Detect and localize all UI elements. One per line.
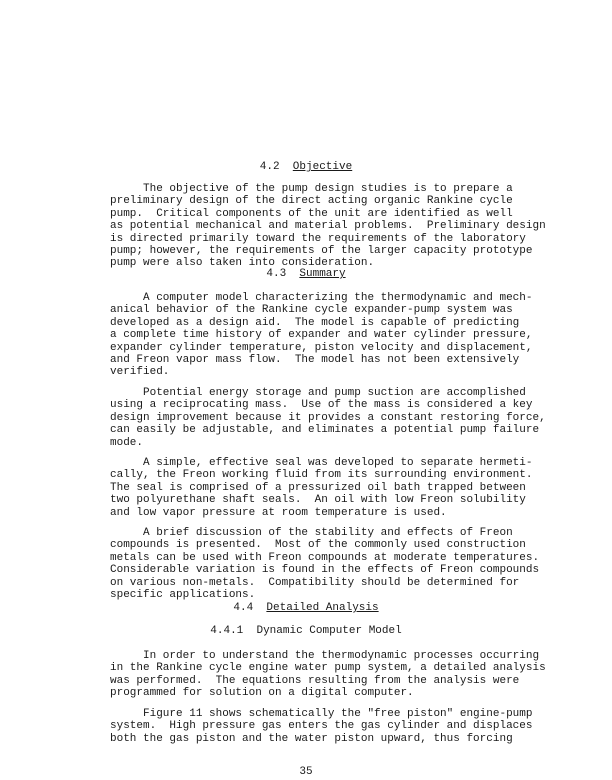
text-line: mode.: [110, 436, 144, 449]
text-line: design improvement because it provides a constant restoring force,: [110, 411, 546, 424]
text-line: A computer model characterizing the thermodynamic and mech-: [110, 292, 533, 304]
text-line: can easily be adjustable, and eliminates a potential pump failure: [110, 424, 540, 437]
text-line: expander cylinder temperature, piston velocity and displacement,: [110, 341, 533, 354]
paragraph-summary-4: [110, 527, 540, 601]
text-line: Considerable variation is found in the effects of Freon compounds: [110, 564, 540, 577]
text-line: pump were also taken into consideration.: [110, 257, 375, 270]
text-line: Potential energy storage and pump suction are accomplished: [110, 387, 526, 399]
text-line: A brief discussion of the stability and effects of Freon: [110, 527, 513, 539]
section-heading-detailed-analysis: [0, 602, 612, 614]
text-line: pump; however, the requirements of the larger capacity prototype: [110, 244, 533, 257]
text-line: The seal is comprised of a pressurized oil bath trapped between: [110, 481, 526, 494]
text-line: specific applications.: [110, 588, 256, 601]
text-line: on various non-metals. Compatibility should be determined for: [110, 576, 520, 589]
section-title: Objective: [292, 161, 353, 173]
text-line: was performed. The equations resulting from the analysis were: [110, 674, 520, 687]
text-line: preliminary design of the direct acting organic Rankine cycle: [110, 195, 513, 208]
paragraph-summary-2: [110, 387, 546, 449]
paragraph-dynamic-2: [110, 708, 540, 745]
paragraph-summary-1: [110, 292, 540, 379]
paragraph-dynamic-1: [110, 650, 546, 700]
text-line: as potential mechanical and material problems. Preliminary design: [110, 220, 546, 233]
text-line: Figure 11 shows schematically the "free piston" engine-pump: [110, 708, 533, 720]
text-line: is directed primarily toward the requirements of the laboratory: [110, 232, 526, 245]
text-line: in the Rankine cycle engine water pump system, a detailed analysis: [110, 662, 546, 675]
text-line: metals can be used with Freon compounds at moderate temperatures.: [110, 551, 540, 564]
text-line: and low vapor pressure at room temperature is used.: [110, 506, 447, 519]
text-line: developed as a design aid. The model is capable of predicting: [110, 316, 520, 329]
section-heading-objective: [0, 161, 612, 173]
text-line: system. High pressure gas enters the gas cylinder and displaces: [110, 720, 533, 733]
text-line: pump. Critical components of the unit are identified as well: [110, 207, 513, 220]
text-line: anical behavior of the Rankine cycle expander-pump system was: [110, 304, 513, 317]
paragraph-objective: [110, 183, 546, 270]
subsection-heading-dynamic-model: [0, 625, 612, 637]
text-line: both the gas piston and the water piston upward, thus forcing: [110, 732, 513, 745]
text-line: and Freon vapor mass flow. The model has not been extensively: [110, 353, 520, 366]
section-number: 4.2: [259, 161, 280, 173]
section-title: Dynamic Computer Model: [256, 625, 402, 637]
section-number: 4.4: [233, 602, 254, 614]
text-line: two polyurethane shaft seals. An oil with low Freon solubility: [110, 494, 526, 507]
text-line: In order to understand the thermodynamic processes occurring: [110, 650, 540, 662]
text-line: compounds is presented. Most of the commonly used construction: [110, 539, 526, 552]
page-number: 35: [299, 766, 313, 778]
text-line: A simple, effective seal was developed to separate hermeti-: [110, 457, 533, 469]
section-title: Summary: [299, 268, 346, 280]
text-line: cally, the Freon working fluid from its surrounding environment.: [110, 469, 533, 482]
paragraph-summary-3: [110, 457, 540, 519]
text-line: a complete time history of expander and water cylinder pressure,: [110, 329, 533, 342]
section-title: Detailed Analysis: [266, 602, 379, 614]
section-number: 4.3: [266, 268, 287, 280]
text-line: verified.: [110, 366, 170, 379]
section-number: 4.4.1: [210, 625, 244, 637]
section-heading-summary: [0, 268, 612, 280]
text-line: using a reciprocating mass. Use of the mass is considered a key: [110, 399, 533, 412]
text-line: The objective of the pump design studies is to prepare a: [110, 183, 513, 195]
text-line: programmed for solution on a digital computer.: [110, 687, 414, 700]
